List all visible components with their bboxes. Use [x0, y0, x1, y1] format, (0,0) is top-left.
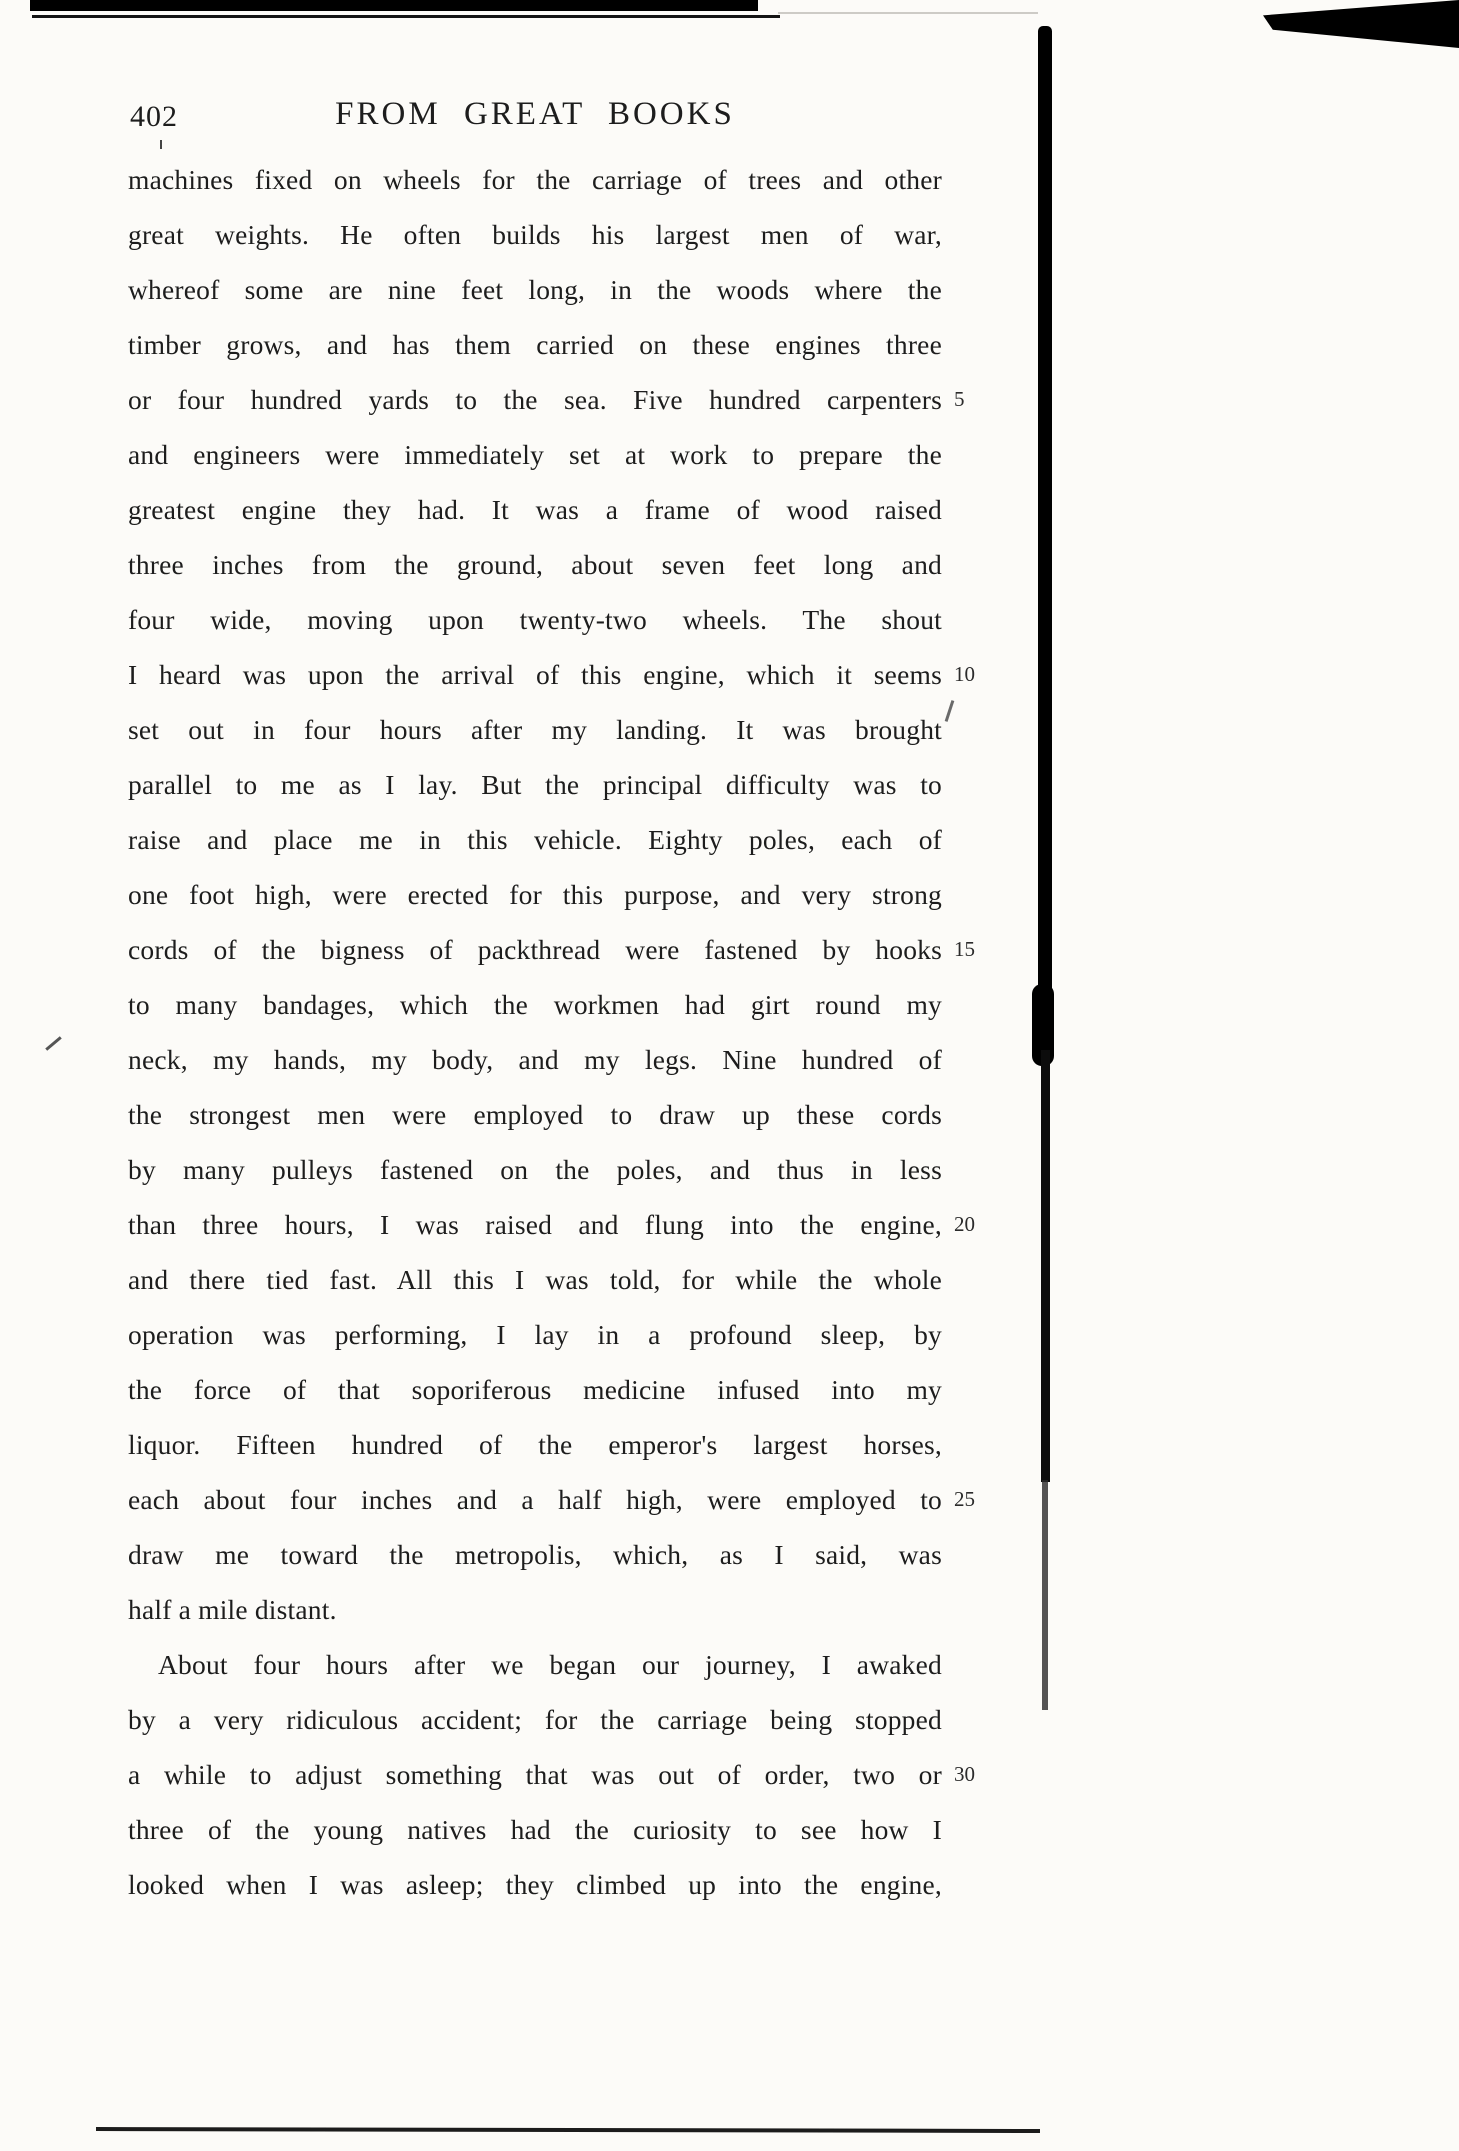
text-line — [128, 1197, 975, 1252]
text-line — [128, 647, 975, 702]
scan-artifact-top-rule — [32, 15, 780, 18]
text-line — [128, 1747, 975, 1802]
text-line — [128, 867, 942, 922]
text-line — [128, 1692, 942, 1747]
line-number: 25 — [954, 1487, 975, 1511]
scan-artifact-top-faint-line — [778, 12, 1038, 14]
text-line — [128, 812, 942, 867]
line-text: whereof some are nine feet long, in the woods where the — [128, 274, 942, 305]
text-line — [128, 922, 975, 977]
line-text: machines fixed on wheels for the carriage of trees and other — [128, 164, 942, 195]
line-text: and there tied fast. All this I was told, for while the whole — [128, 1264, 942, 1295]
line-text: each about four inches and a half high, were employed to — [128, 1484, 942, 1515]
line-text: neck, my hands, my body, and my legs. Nine hundred of — [128, 1044, 942, 1075]
line-text: parallel to me as I lay. But the principal difficulty was to — [128, 769, 942, 800]
text-line — [128, 1032, 942, 1087]
line-text: the force of that soporiferous medicine infused into my — [128, 1374, 942, 1405]
line-text: I heard was upon the arrival of this engine, which it seems — [128, 659, 942, 690]
scan-artifact-right-margin-mark — [945, 700, 955, 722]
line-text: four wide, moving upon twenty-two wheels. The shout — [128, 604, 942, 635]
line-text: cords of the bigness of packthread were fastened by hooks — [128, 934, 942, 965]
text-line — [128, 757, 942, 812]
text-line — [128, 1252, 942, 1307]
line-text: operation was performing, I lay in a profound sleep, by — [128, 1319, 942, 1350]
text-line — [128, 537, 942, 592]
text-line — [128, 1087, 942, 1142]
line-number: 10 — [954, 662, 975, 686]
line-number: 5 — [954, 387, 965, 411]
text-line — [128, 372, 965, 427]
line-text: About four hours after we began our journey, I awaked — [158, 1649, 942, 1680]
scan-artifact-gutter-bar-lower — [1041, 1050, 1050, 1482]
text-line — [128, 702, 942, 757]
line-text: raise and place me in this vehicle. Eighty poles, each of — [128, 824, 942, 855]
text-line — [128, 1802, 942, 1857]
line-text: to many bandages, which the workmen had girt round my — [128, 989, 942, 1020]
text-line — [128, 427, 942, 482]
line-text: looked when I was asleep; they climbed up into the engine, — [128, 1869, 942, 1900]
line-text: or four hundred yards to the sea. Five hundred carpenters — [128, 384, 942, 415]
text-line — [128, 1417, 942, 1472]
text-line — [128, 207, 942, 262]
text-line — [128, 152, 942, 207]
scan-artifact-bottom-rule — [96, 2127, 1040, 2133]
line-text: by a very ridiculous accident; for the carriage being stopped — [128, 1704, 942, 1735]
line-text: a while to adjust something that was out of order, two or — [128, 1759, 942, 1790]
scan-artifact-corner-wedge — [1263, 0, 1459, 48]
text-line — [128, 262, 942, 317]
text-line — [128, 1857, 942, 1912]
line-number: 15 — [954, 937, 975, 961]
running-title: FROM GREAT BOOKS — [335, 96, 735, 132]
line-number: 20 — [954, 1212, 975, 1236]
text-line — [128, 1637, 942, 1692]
text-line — [128, 977, 942, 1032]
line-text: half a mile distant. — [128, 1594, 337, 1625]
scan-artifact-left-margin-mark — [45, 1036, 61, 1051]
line-text: and engineers were immediately set at work to prepare the — [128, 439, 942, 470]
line-text: than three hours, I was raised and flung into the engine, — [128, 1209, 942, 1240]
text-line — [128, 1527, 942, 1582]
text-line — [128, 1472, 975, 1527]
line-number: 30 — [954, 1762, 975, 1786]
page-header — [128, 92, 942, 142]
text-line — [128, 592, 942, 647]
line-text: one foot high, were erected for this purpose, and very strong — [128, 879, 942, 910]
line-text: set out in four hours after my landing. It was brought — [128, 714, 942, 745]
text-line — [128, 317, 942, 372]
line-text: draw me toward the metropolis, which, as I said, was — [128, 1539, 942, 1570]
scan-artifact-top-bar — [30, 0, 758, 11]
line-text: great weights. He often builds his largest men of war, — [128, 219, 942, 250]
page-number: 402 — [130, 100, 178, 133]
line-text: by many pulleys fastened on the poles, and thus in less — [128, 1154, 942, 1185]
text-line — [128, 1307, 942, 1362]
scan-artifact-gutter-bar — [1038, 26, 1052, 1058]
line-text: three inches from the ground, about seven feet long and — [128, 549, 942, 580]
line-text: timber grows, and has them carried on these engines three — [128, 329, 942, 360]
text-line — [128, 482, 942, 537]
line-text: the strongest men were employed to draw up these cords — [128, 1099, 942, 1130]
text-line — [128, 1362, 942, 1417]
text-line — [128, 1142, 942, 1197]
body-text-block — [128, 152, 975, 1912]
text-line — [128, 1582, 942, 1637]
line-text: three of the young natives had the curiosity to see how I — [128, 1814, 942, 1845]
line-text: liquor. Fifteen hundred of the emperor's largest horses, — [128, 1429, 942, 1460]
scan-artifact-gutter-bar-faded — [1042, 1480, 1048, 1710]
line-text: greatest engine they had. It was a frame of wood raised — [128, 494, 942, 525]
